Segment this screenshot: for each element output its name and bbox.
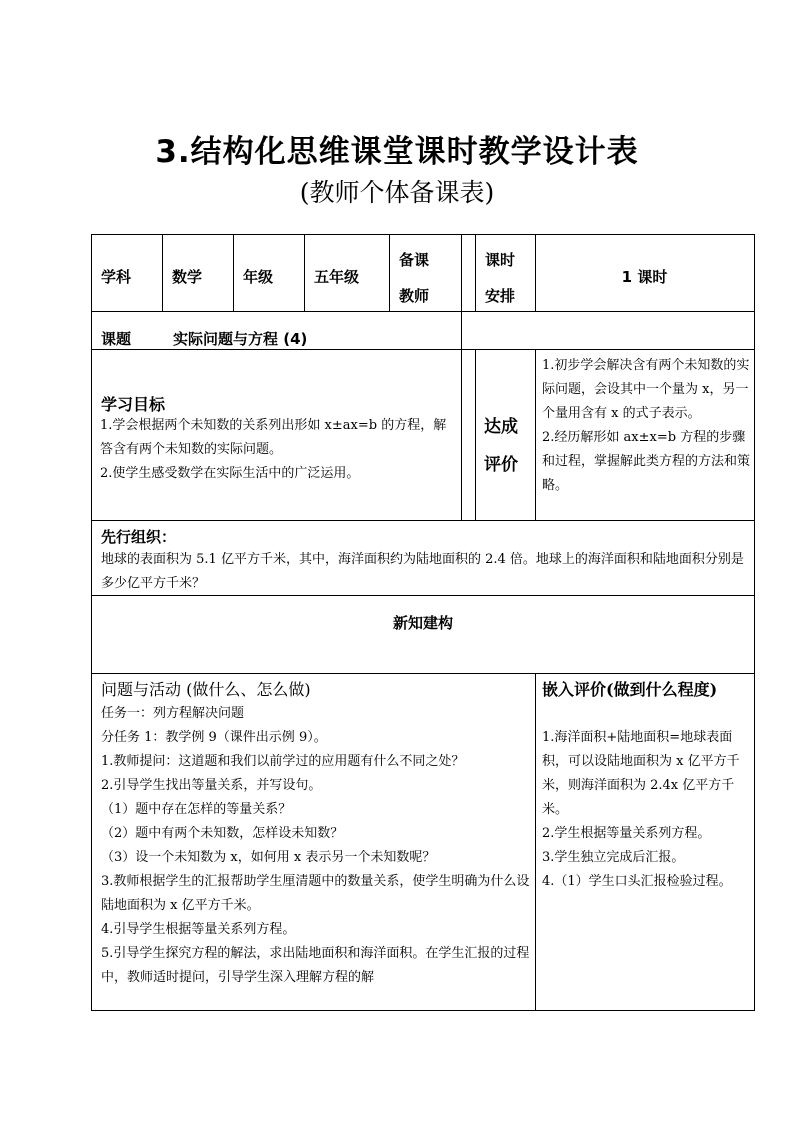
- embedded-eval-item: 4.（1）学生口头汇报检验过程。: [542, 874, 732, 889]
- activities-heading: 问题与活动 (做什么、怎么做): [101, 680, 311, 699]
- period-label-bottom: 安排: [485, 287, 516, 305]
- activity-item: 1.教师提问：这道题和我们以前学过的应用题有什么不同之处？: [101, 754, 465, 769]
- objective-item: 1.学会根据两个未知数的关系列出形如 x±ax=b 的方程，解答含有两个未知数的实际问题。: [100, 418, 447, 457]
- rule: [233, 234, 234, 311]
- activity-item: （2）题中有两个未知数，怎样设未知数？: [101, 826, 344, 841]
- advance-organizer-heading: 先行组织：: [101, 528, 177, 546]
- embedded-eval-list: [542, 726, 750, 894]
- subject-value: 数学: [172, 268, 203, 286]
- topic-value: 实际问题与方程 (4): [173, 330, 308, 348]
- activity-item: （3）设一个未知数为 x，如何用 x 表示另一个未知数呢？: [101, 850, 436, 865]
- page-title: 3.结构化思维课堂课时教学设计表: [155, 134, 639, 170]
- rule: [475, 349, 476, 520]
- evaluation-label-bottom: 评价: [484, 455, 518, 475]
- rule: [475, 234, 476, 311]
- grade-value: 五年级: [314, 268, 360, 286]
- grade-label: 年级: [243, 268, 274, 286]
- objectives-list: [100, 414, 458, 486]
- activity-item: 任务一：列方程解决问题: [101, 706, 245, 721]
- period-label-top: 课时: [485, 251, 516, 269]
- teacher-label-bottom: 教师: [399, 287, 430, 305]
- embedded-eval-item: 2.学生根据等量关系列方程。: [542, 826, 711, 841]
- rule: [91, 673, 755, 674]
- rule: [91, 349, 755, 350]
- activities-list: [101, 702, 531, 990]
- rule: [389, 234, 390, 311]
- evaluation-item: 1.初步学会解决含有两个未知数的实际问题，会设其中一个量为 x，另一个量用含有 x 的式子表示。: [542, 358, 750, 421]
- rule: [304, 234, 305, 311]
- activity-item: （1）题中存在怎样的等量关系？: [101, 802, 292, 817]
- rule: [461, 234, 462, 311]
- subject-label: 学科: [101, 268, 132, 286]
- objectives-heading: 学习目标: [101, 395, 166, 414]
- rule: [162, 234, 163, 311]
- activity-item: 分任务 1：教学例 9（课件出示例 9）。: [101, 730, 327, 745]
- activity-item: 2.引导学生找出等量关系，并写设句。: [101, 778, 322, 793]
- evaluation-item: 2.经历解形如 ax±x=b 方程的步骤和过程，掌握解此类方程的方法和策略。: [542, 430, 751, 493]
- topic-label: 课题: [101, 330, 132, 348]
- teacher-label-top: 备课: [399, 251, 430, 269]
- advance-organizer-text: 地球的表面积为 5.1 亿平方千米，其中，海洋面积约为陆地面积的 2.4 倍。地球上的海洋面积和陆地面积分别是多少亿平方千米？: [101, 552, 744, 591]
- activity-item: 3.教师根据学生的汇报帮助学生厘清题中的数量关系，使学生明确为什么设陆地面积为 x 亿平方千米。: [101, 874, 530, 913]
- rule: [535, 673, 536, 1011]
- evaluation-list: [542, 354, 750, 498]
- rule: [461, 311, 462, 349]
- period-value: 1 课时: [621, 268, 668, 286]
- embedded-eval-item: 3.学生独立完成后汇报。: [542, 850, 685, 865]
- embedded-eval-item: 1.海洋面积+陆地面积=地球表面积，可以设陆地面积为 x 亿平方千米，则海洋面积为 2.4x 亿平方千米。: [542, 730, 740, 817]
- rule: [461, 349, 462, 520]
- objective-item: 2.使学生感受数学在实际生活中的广泛运用。: [100, 466, 360, 481]
- new-knowledge-heading: 新知建构: [392, 614, 453, 632]
- lesson-plan-table: [91, 234, 755, 1011]
- rule: [91, 234, 755, 235]
- page-subtitle: (教师个体备课表): [299, 178, 495, 207]
- activity-item: 5.引导学生探究方程的解法，求出陆地面积和海洋面积。在学生汇报的过程中，教师适时提问，引导学生深入理解方程的解: [101, 946, 530, 985]
- embedded-eval-heading: 嵌入评价(做到什么程度): [542, 680, 718, 699]
- activity-item: 4.引导学生根据等量关系列方程。: [101, 922, 296, 937]
- rule: [91, 1010, 755, 1011]
- rule: [535, 349, 536, 520]
- evaluation-label-top: 达成: [484, 417, 518, 437]
- rule: [91, 311, 755, 312]
- rule: [91, 520, 755, 521]
